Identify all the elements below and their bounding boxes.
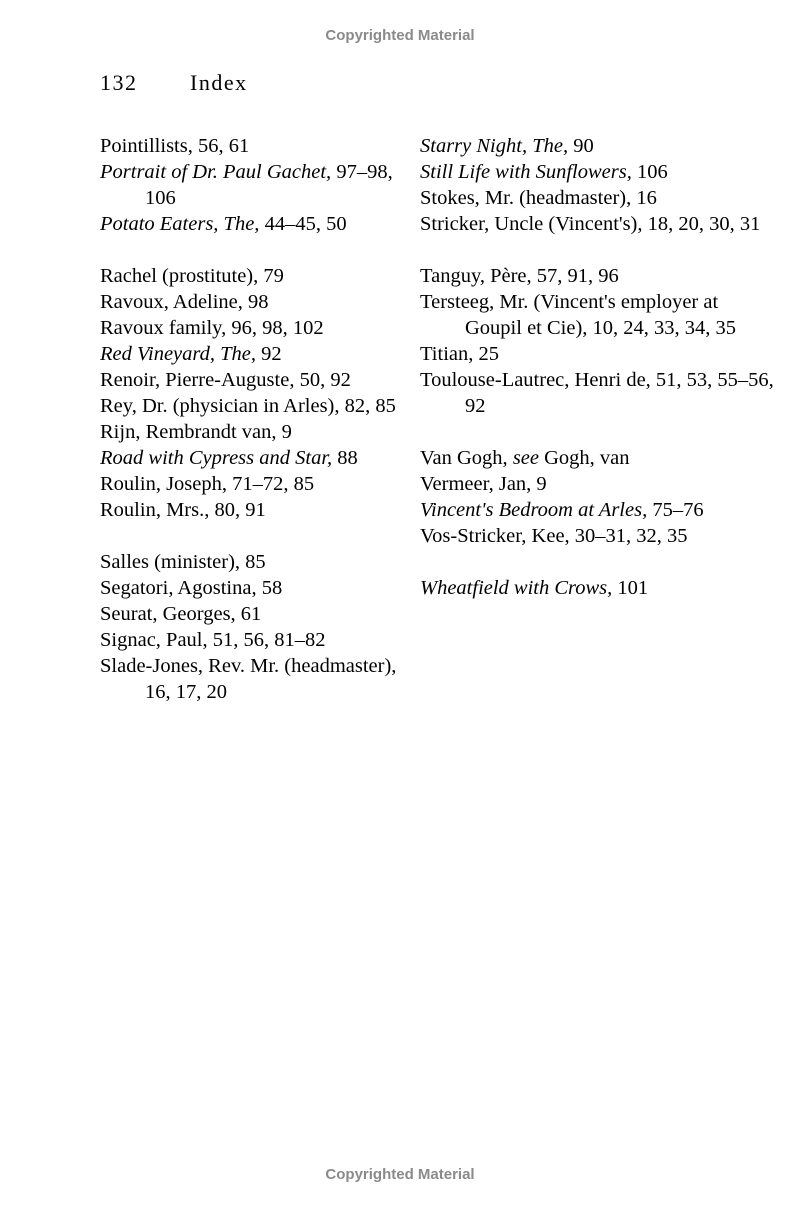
index-entry-text: 101 xyxy=(612,577,649,599)
index-entry-text: Roulin, Mrs., 80, 91 xyxy=(100,499,266,521)
running-head xyxy=(100,70,248,96)
index-entry-text: Pointillists, 56, 61 xyxy=(100,135,250,157)
index-entry-text: 75–76 xyxy=(647,499,704,521)
index-entry-title: Potato Eaters, The, xyxy=(100,213,260,235)
index-entry-text: Rachel (prostitute), 79 xyxy=(100,265,284,287)
index-entry-text: 92 xyxy=(255,343,282,365)
index-entry-text: Stricker, Uncle (Vincent's), 18, 20, 30, 31 xyxy=(420,213,761,235)
index-letter-group xyxy=(100,133,400,237)
index-entry xyxy=(420,341,780,367)
index-entry-text: Rijn, Rembrandt van, 9 xyxy=(100,421,292,443)
index-entry xyxy=(100,445,400,471)
index-entry-text: 97–98, 106 xyxy=(145,161,393,209)
index-entry-text: Toulouse-Lautrec, Henri de, 51, 53, 55–56, 92 xyxy=(420,369,774,417)
index-entry xyxy=(100,393,400,419)
index-entry xyxy=(420,289,780,341)
index-entry xyxy=(100,497,400,523)
index-entry-text: Gogh, van xyxy=(539,447,630,469)
index-entry-text: Tanguy, Père, 57, 91, 96 xyxy=(420,265,619,287)
copyright-watermark-top: Copyrighted Material xyxy=(325,27,475,44)
index-entry-text: Vermeer, Jan, 9 xyxy=(420,473,547,495)
index-letter-group xyxy=(420,445,780,549)
index-entry-title: Road with Cypress and Star, xyxy=(100,447,333,469)
index-entry xyxy=(100,211,400,237)
index-entry-text: Stokes, Mr. (headmaster), 16 xyxy=(420,187,657,209)
index-entry xyxy=(100,367,400,393)
index-entry-text: Van Gogh, xyxy=(420,447,513,469)
index-entry xyxy=(100,653,400,705)
copyright-watermark-bottom: Copyrighted Material xyxy=(325,1166,475,1183)
index-entry-text: Signac, Paul, 51, 56, 81–82 xyxy=(100,629,326,651)
index-entry xyxy=(420,497,780,523)
index-entry xyxy=(420,471,780,497)
index-entry xyxy=(100,419,400,445)
index-letter-group xyxy=(100,549,400,705)
index-entry-title: see xyxy=(512,447,539,469)
index-letter-group xyxy=(420,575,780,601)
index-entry xyxy=(420,211,780,237)
index-entry-text: Renoir, Pierre-Auguste, 50, 92 xyxy=(100,369,351,391)
index-entry-title: Red Vineyard, The, xyxy=(100,343,256,365)
index-entry xyxy=(420,575,780,601)
index-entry-text: Roulin, Joseph, 71–72, 85 xyxy=(100,473,315,495)
page-number: 132 xyxy=(100,70,138,95)
index-entry-title: Vincent's Bedroom at Arles, xyxy=(420,499,648,521)
index-entry xyxy=(100,341,400,367)
section-title: Index xyxy=(190,70,248,95)
index-entry-title: Wheatfield with Crows, xyxy=(420,577,613,599)
index-entry-text: 88 xyxy=(332,447,358,469)
index-entry-text: Vos-Stricker, Kee, 30–31, 32, 35 xyxy=(420,525,688,547)
index-entry xyxy=(420,445,780,471)
index-entry-text: Segatori, Agostina, 58 xyxy=(100,577,283,599)
index-entry-title: Starry Night, The, xyxy=(420,135,569,157)
index-entry xyxy=(100,601,400,627)
index-entry-text: Ravoux, Adeline, 98 xyxy=(100,291,269,313)
index-entry-title: Portrait of Dr. Paul Gachet, xyxy=(100,161,332,183)
index-entry-text: 106 xyxy=(631,161,668,183)
index-letter-group xyxy=(420,133,780,237)
index-entry-text: 44–45, 50 xyxy=(259,213,347,235)
index-entry xyxy=(100,159,400,211)
index-entry xyxy=(420,367,780,419)
index-column-left xyxy=(100,133,400,731)
index-letter-group xyxy=(420,263,780,419)
index-entry-text: Salles (minister), 85 xyxy=(100,551,266,573)
index-entry xyxy=(420,263,780,289)
index-entry xyxy=(100,471,400,497)
index-entry xyxy=(420,523,780,549)
index-entry-text: 90 xyxy=(568,135,594,157)
index-entry-text: Slade-Jones, Rev. Mr. (headmaster), 16, 17, 20 xyxy=(100,655,397,703)
index-entry-text: Tersteeg, Mr. (Vincent's employer at Goupil et Cie), 10, 24, 33, 34, 35 xyxy=(420,291,737,339)
index-entry xyxy=(420,133,780,159)
index-entry xyxy=(100,549,400,575)
index-entry-text: Ravoux family, 96, 98, 102 xyxy=(100,317,324,339)
index-entry xyxy=(100,263,400,289)
index-entry xyxy=(420,159,780,185)
index-entry-text: Titian, 25 xyxy=(420,343,499,365)
index-entry xyxy=(100,315,400,341)
index-entry xyxy=(100,627,400,653)
index-entry-text: Seurat, Georges, 61 xyxy=(100,603,262,625)
index-entry xyxy=(100,575,400,601)
index-entry xyxy=(100,289,400,315)
index-entry-text: Rey, Dr. (physician in Arles), 82, 85 xyxy=(100,395,396,417)
index-entry xyxy=(420,185,780,211)
index-letter-group xyxy=(100,263,400,523)
index-column-right xyxy=(420,133,780,627)
index-entry-title: Still Life with Sunflowers, xyxy=(420,161,632,183)
index-entry xyxy=(100,133,400,159)
